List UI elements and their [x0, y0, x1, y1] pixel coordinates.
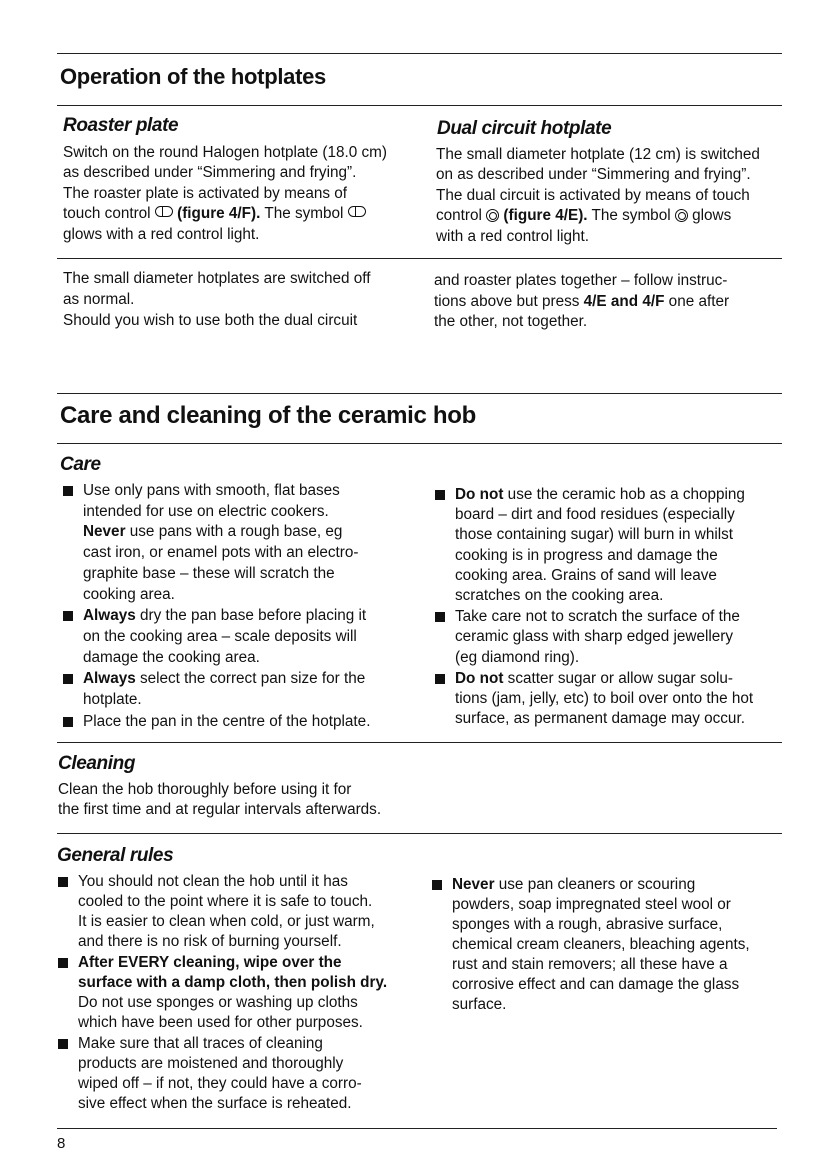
text-line: [83, 564, 370, 585]
text-line: [434, 292, 729, 313]
text: scatter sugar or allow sugar solu-: [503, 669, 733, 687]
divider: [57, 833, 782, 834]
bold-text: Always: [83, 670, 136, 688]
roaster-symbol-icon: [348, 206, 366, 217]
text: glows with a red control light.: [63, 225, 260, 243]
divider: [57, 105, 782, 106]
text-line: [436, 165, 760, 185]
bullet-square-icon: [58, 1039, 68, 1049]
text-line: [436, 227, 760, 247]
top-rule: [57, 53, 782, 54]
text-line: [78, 1034, 387, 1054]
text: Place the pan in the centre of the hotplate.: [83, 712, 371, 730]
bold-text: Do not: [455, 669, 504, 687]
text-line: [455, 505, 753, 525]
bullet-square-icon: [63, 486, 73, 496]
text: as described under “Simmering and frying”.: [63, 164, 357, 182]
bullet-square-icon: [58, 877, 68, 887]
switch-off-note-left: [63, 268, 371, 331]
text-line: [78, 1054, 387, 1074]
text: It is easier to clean when cold, or just warm,: [78, 913, 375, 930]
text-line: [78, 932, 387, 952]
text: The roaster plate is activated by means of: [63, 184, 347, 202]
text-line: [83, 669, 370, 690]
text-line: [58, 800, 381, 820]
text: those containing sugar) will burn in whilst: [455, 526, 734, 544]
text-line: [83, 502, 370, 523]
text-line: [434, 271, 729, 292]
text-line: [78, 1074, 387, 1094]
text-line: [452, 875, 750, 895]
text: glows: [687, 207, 732, 225]
roaster-plate-text: [63, 143, 387, 245]
text-line: [83, 648, 370, 669]
text: control: [436, 207, 487, 225]
bullet-square-icon: [435, 490, 445, 500]
care-list-right: [455, 485, 753, 729]
text: tions (jam, jelly, etc) to boil over onto the hot: [455, 690, 754, 708]
text: Take care not to scratch the surface of the: [455, 608, 740, 626]
text: The dual circuit is activated by means of touch: [436, 186, 750, 204]
bold-text: Do not: [455, 486, 504, 503]
text: Make sure that all traces of cleaning: [78, 1035, 323, 1052]
text: cooking area. Grains of sand will leave: [455, 566, 717, 584]
text: on as described under “Simmering and frying”.: [436, 166, 751, 184]
text: powders, soap impregnated steel wool or: [452, 896, 731, 913]
text-line: [452, 995, 750, 1015]
text-line: [83, 627, 370, 648]
text-line: [63, 163, 387, 183]
text-line: [78, 953, 387, 973]
text-line: [78, 892, 387, 912]
bullet-square-icon: [435, 674, 445, 684]
dual-circuit-symbol-icon: [486, 209, 499, 222]
text: the other, not together.: [434, 313, 588, 330]
text-line: [78, 973, 387, 993]
text: the first time and at regular intervals afterwards.: [58, 801, 382, 818]
page-number: 8: [57, 1135, 66, 1152]
text-line: [58, 780, 381, 800]
heading-general-rules: General rules: [57, 845, 174, 866]
text-line: [83, 522, 370, 543]
text-line: [83, 690, 370, 711]
text: touch control: [63, 205, 155, 223]
text: select the correct pan size for the: [135, 670, 366, 688]
switch-off-note-right: [434, 271, 729, 333]
text: The small diameter hotplate (12 cm) is switched: [436, 146, 760, 163]
text-line: [83, 543, 370, 564]
text: Clean the hob thoroughly before using it for: [58, 781, 352, 798]
text: dry the pan base before placing it: [135, 607, 367, 625]
text-line: [455, 566, 753, 586]
text-line: [434, 312, 729, 333]
text: use pan cleaners or scouring: [494, 876, 696, 893]
text: products are moistened and thoroughly: [78, 1055, 344, 1072]
text-line: [78, 993, 387, 1013]
text: You should not clean the hob until it has: [78, 873, 348, 890]
dual-circuit-symbol-icon: [675, 209, 688, 222]
bold-text: Always: [83, 607, 136, 625]
text-line: [455, 586, 753, 606]
text: corrosive effect and can damage the glass: [452, 976, 740, 993]
text: sponges with a rough, abrasive surface,: [452, 916, 723, 933]
bold-text: (figure 4/E).: [503, 207, 588, 225]
text-line: [63, 289, 371, 310]
section-title-care-cleaning: Care and cleaning of the ceramic hob: [60, 402, 476, 429]
text: cooking is in progress and damage the: [455, 546, 718, 564]
text: wiped off – if not, they could have a corro-: [78, 1075, 362, 1092]
text: surface, as permanent damage may occur.: [455, 710, 745, 728]
text: The symbol: [587, 207, 675, 225]
text: and roaster plates together – follow instruc-: [434, 272, 728, 289]
heading-dual-circuit: Dual circuit hotplate: [437, 118, 612, 139]
bullet-square-icon: [435, 612, 445, 622]
text-line: [436, 145, 760, 165]
text: ceramic glass with sharp edged jewellery: [455, 628, 734, 646]
bullet-square-icon: [58, 958, 68, 968]
text: Do not use sponges or washing up cloths: [78, 994, 358, 1011]
text-line: [83, 606, 370, 627]
bullet-square-icon: [63, 717, 73, 727]
bottom-rule: [57, 1128, 777, 1129]
heading-care: Care: [60, 454, 101, 475]
text: surface.: [452, 996, 507, 1013]
divider: [57, 258, 782, 259]
text: Switch on the round Halogen hotplate (18.0 cm): [63, 144, 387, 161]
text: use pans with a rough base, eg: [125, 523, 343, 541]
text-line: [455, 689, 753, 709]
text: use the ceramic hob as a chopping: [503, 486, 745, 503]
text-line: [452, 955, 750, 975]
text-line: [78, 1094, 387, 1114]
text: with a red control light.: [436, 227, 590, 245]
text-line: [452, 975, 750, 995]
general-rules-left: [78, 872, 387, 1114]
roaster-symbol-icon: [155, 206, 173, 217]
text-line: [436, 186, 760, 206]
text-line: [436, 206, 760, 226]
bullet-square-icon: [63, 674, 73, 684]
text-line: [78, 872, 387, 892]
cleaning-text: [58, 780, 381, 820]
text-line: [78, 912, 387, 932]
text: and there is no risk of burning yourself.: [78, 933, 342, 950]
section-title-operation: Operation of the hotplates: [60, 64, 326, 89]
heading-cleaning: Cleaning: [58, 753, 136, 774]
bold-text: surface with a damp cloth, then polish dry.: [78, 974, 388, 991]
text: tions above but press: [434, 292, 584, 310]
text: hotplate.: [83, 691, 142, 709]
text: graphite base – these will scratch the: [83, 564, 335, 582]
text-line: [455, 627, 753, 647]
divider: [57, 742, 782, 743]
text-line: [455, 648, 753, 668]
text-line: [455, 709, 753, 729]
text: rust and stain removers; all these have a: [452, 956, 728, 973]
text-line: [452, 915, 750, 935]
bullet-square-icon: [63, 611, 73, 621]
text-line: [63, 184, 387, 204]
text: one after: [664, 292, 730, 310]
bold-text: 4/E and 4/F: [583, 292, 665, 310]
text: as normal.: [63, 291, 135, 308]
text-line: [452, 895, 750, 915]
text: cast iron, or enamel pots with an electro-: [83, 544, 359, 562]
heading-roaster-plate: Roaster plate: [63, 115, 179, 136]
text: which have been used for other purposes.: [78, 1014, 363, 1031]
text-line: [63, 310, 371, 331]
bullet-square-icon: [432, 880, 442, 890]
text: board – dirt and food residues (especially: [455, 506, 735, 524]
text-line: [455, 546, 753, 566]
text: chemical cream cleaners, bleaching agents,: [452, 936, 750, 953]
text: cooled to the point where it is safe to touch.: [78, 893, 373, 910]
divider: [57, 443, 782, 444]
text: Use only pans with smooth, flat bases: [83, 482, 340, 499]
text: Should you wish to use both the dual circuit: [63, 312, 358, 329]
text-line: [63, 143, 387, 163]
bold-text: After EVERY cleaning, wipe over the: [78, 954, 342, 971]
text: The small diameter hotplates are switched off: [63, 270, 371, 287]
text: (eg diamond ring).: [455, 648, 580, 666]
text: intended for use on electric cookers.: [83, 502, 329, 520]
bold-text: (figure 4/F).: [177, 205, 261, 223]
bold-text: Never: [452, 876, 495, 893]
text: sive effect when the surface is reheated.: [78, 1095, 352, 1112]
text-line: [83, 712, 370, 733]
text-line: [83, 481, 370, 502]
text-line: [83, 585, 370, 606]
divider: [57, 393, 782, 394]
bold-text: Never: [83, 523, 126, 541]
text: The symbol: [260, 205, 348, 223]
text-line: [63, 268, 371, 289]
text: on the cooking area – scale deposits will: [83, 627, 357, 645]
text-line: [455, 485, 753, 505]
text-line: [455, 525, 753, 545]
text: cooking area.: [83, 585, 175, 603]
text-line: [63, 204, 387, 224]
dual-circuit-text: [436, 145, 760, 247]
care-list-left: [83, 481, 370, 732]
text: damage the cooking area.: [83, 648, 260, 666]
general-rules-right: [452, 875, 750, 1015]
text-line: [452, 935, 750, 955]
text-line: [455, 607, 753, 627]
text-line: [78, 1013, 387, 1033]
text-line: [455, 669, 753, 689]
text: scratches on the cooking area.: [455, 587, 664, 605]
text-line: [63, 225, 387, 245]
